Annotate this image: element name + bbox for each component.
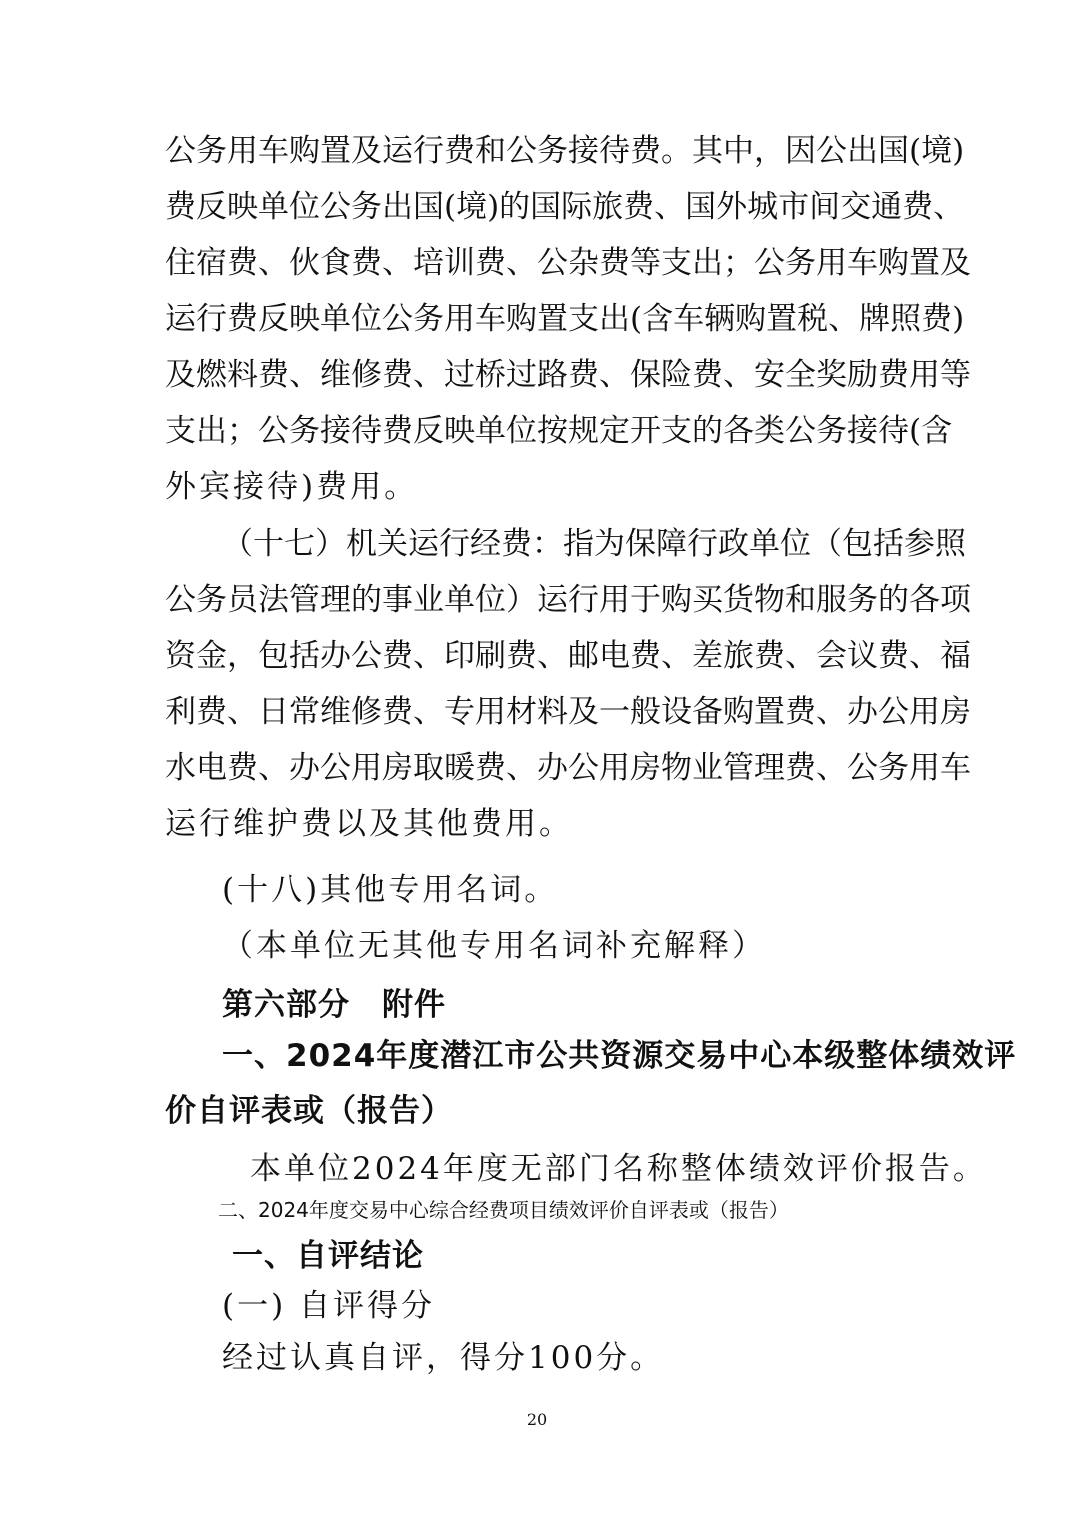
body-line: 公务员法管理的事业单位）运行用于购买货物和服务的各项 — [165, 582, 971, 618]
body-line: 利费、日常维修费、专用材料及一般设备购置费、办公用房 — [165, 694, 971, 730]
attachment-one-note: 本单位2024年度无部门名称整体绩效评价报告。 — [250, 1151, 987, 1187]
body-line: 支出；公务接待费反映单位按规定开支的各类公务接待(含 — [165, 413, 953, 449]
body-line: 及燃料费、维修费、过桥过路费、保险费、安全奖励费用等 — [165, 357, 971, 393]
body-line: （本单位无其他专用名词补充解释） — [222, 928, 766, 964]
page-number: 20 — [526, 1410, 548, 1429]
body-line: 外宾接待)费用。 — [165, 469, 419, 505]
body-line: 费反映单位公务出国(境)的国际旅费、国外城市间交通费、 — [165, 189, 965, 225]
body-line: 公务用车购置及运行费和公务接待费。其中，因公出国(境) — [165, 133, 965, 169]
self-eval-text: 经过认真自评，得分100分。 — [222, 1340, 665, 1376]
attachment-two-title: 二、2024年度交易中心综合经费项目绩效评价自评表或（报告） — [218, 1198, 789, 1222]
part-heading: 第六部分 附件 — [222, 987, 446, 1023]
attachment-one-title: 一、2024年度潜江市公共资源交易中心本级整体绩效评 — [222, 1038, 1017, 1074]
body-line: 运行费反映单位公务用车购置支出(含车辆购置税、牌照费) — [165, 301, 965, 337]
self-eval-subheading: (一) 自评得分 — [222, 1288, 436, 1324]
body-line: (十八)其他专用名词。 — [222, 872, 559, 908]
body-line: 资金，包括办公费、印刷费、邮电费、差旅费、会议费、福 — [165, 638, 971, 674]
attachment-one-title-cont: 价自评表或（报告） — [165, 1093, 453, 1129]
body-line: 水电费、办公用房取暖费、办公用房物业管理费、公务用车 — [165, 750, 971, 786]
self-eval-heading: 一、自评结论 — [232, 1238, 424, 1274]
body-line: （十七）机关运行经费：指为保障行政单位（包括参照 — [222, 526, 966, 562]
body-line: 住宿费、伙食费、培训费、公杂费等支出；公务用车购置及 — [165, 245, 971, 281]
body-line: 运行维护费以及其他费用。 — [165, 806, 573, 842]
